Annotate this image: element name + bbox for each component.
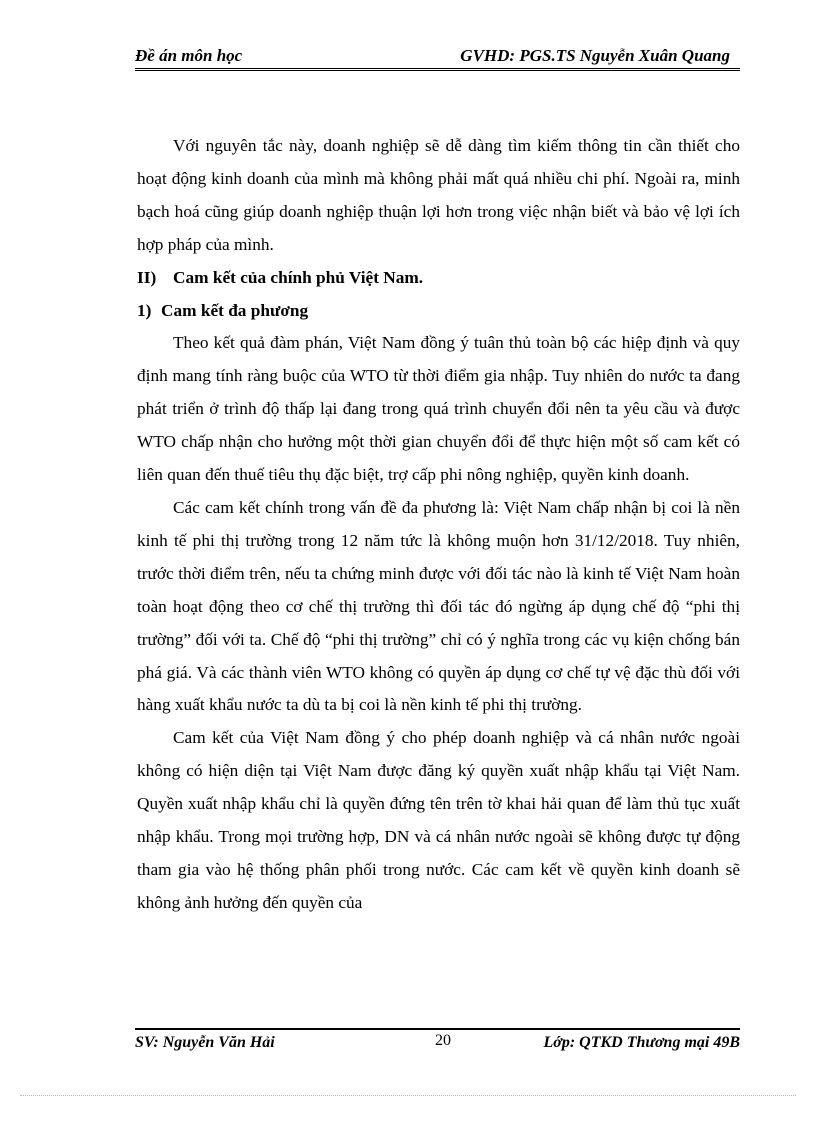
student-name: SV: Nguyễn Văn Hải bbox=[135, 1034, 275, 1051]
page-header bbox=[135, 44, 740, 71]
paragraph-transparency: Với nguyên tắc này, doanh nghiệp sẽ dễ dàng tìm kiếm thông tin cần thiết cho hoạt động kinh doanh của mình mà không phải mất quá nhiều chi phí. Ngoài ra, minh bạch hoá cũng giúp doanh nghiệp thuận lợi hơn trong việc nhận biết và bảo vệ lợi ích hợp pháp của mình. bbox=[137, 136, 740, 254]
page-bottom-divider bbox=[20, 1095, 796, 1096]
subsection-heading-1 bbox=[137, 295, 740, 328]
course-title: Đề án môn học bbox=[135, 46, 243, 65]
section-title: Cam kết của chính phủ Việt Nam. bbox=[173, 267, 424, 287]
section-heading-2 bbox=[137, 262, 740, 295]
page-footer bbox=[135, 1028, 740, 1060]
subsection-title: Cam kết đa phương bbox=[161, 300, 309, 320]
supervisor-name: GVHD: PGS.TS Nguyễn Xuân Quang bbox=[460, 46, 730, 65]
class-name: Lớp: QTKD Thương mại 49B bbox=[543, 1034, 740, 1051]
subsection-number: 1) bbox=[137, 300, 152, 320]
paragraph-trading-rights: Cam kết của Việt Nam đồng ý cho phép doanh nghiệp và cá nhân nước ngoài không có hiện diện tại Việt Nam được đăng ký quyền xuất nhập khẩu tại Việt Nam. Quyền xuất nhập khẩu chỉ là quyền đứng tên trên tờ khai hải quan để làm thủ tục xuất nhập khẩu. Trong mọi trường hợp, DN và cá nhân nước ngoài sẽ không được tự động tham gia vào hệ thống phân phối trong nước. Các cam kết về quyền kinh doanh sẽ không ảnh hưởng đến quyền của bbox=[137, 728, 740, 912]
section-number: II) bbox=[137, 267, 157, 287]
paragraph-non-market-economy: Các cam kết chính trong vấn đề đa phương là: Việt Nam chấp nhận bị coi là nền kinh tế phi thị trường trong 12 năm tức là không muộn hơn 31/12/2018. Tuy nhiên, trước thời điểm trên, nếu ta chứng minh được với đối tác nào là kinh tế Việt Nam hoàn toàn hoạt động theo cơ chế thị trường thì đối tác đó ngừng áp dụng chế độ “phi thị trường” đối với ta. Chế độ “phi thị trường” chỉ có ý nghĩa trong các vụ kiện chống bán phá giá. Và các thành viên WTO không có quyền áp dụng cơ chế tự vệ đặc thù đối với hàng xuất khẩu nước ta dù ta bị coi là nền kinh tế phi thị trường. bbox=[137, 497, 740, 715]
page-body bbox=[137, 130, 740, 920]
page-number: 20 bbox=[435, 1032, 451, 1049]
paragraph-negotiation: Theo kết quả đàm phán, Việt Nam đồng ý tuân thủ toàn bộ các hiệp định và quy định mang tính ràng buộc của WTO từ thời điểm gia nhập. Tuy nhiên do nước ta đang phát triển ở trình độ thấp lại đang trong quá trình chuyển đổi nên ta yêu cầu và được WTO chấp nhận cho hưởng một thời gian chuyển đổi để thực hiện một số cam kết có liên quan đến thuế tiêu thụ đặc biệt, trợ cấp phi nông nghiệp, quyền kinh doanh. bbox=[137, 333, 740, 485]
